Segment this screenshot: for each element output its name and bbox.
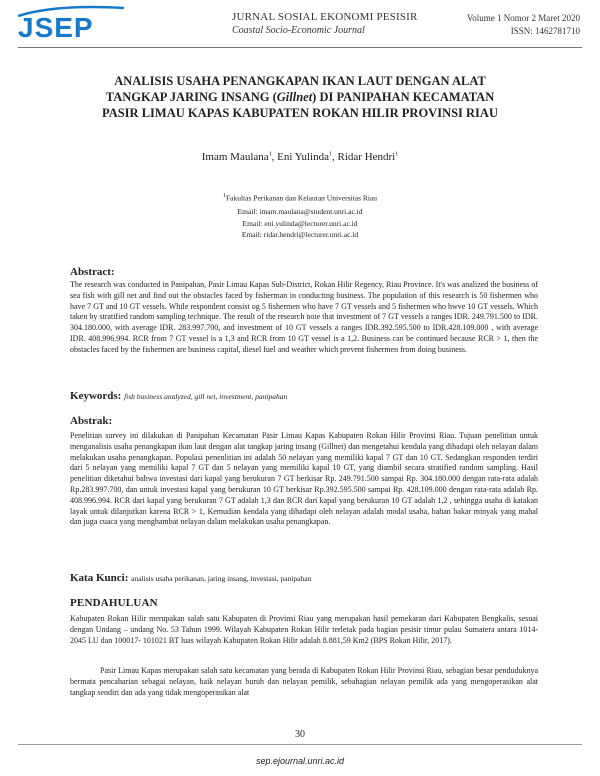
affiliation-block [0, 191, 600, 241]
intro-paragraph-2: Pasir Limau Kapas merupakan salah satu kecamatan yang berada di Kabupaten Rokan Hilir Provinsi Riau, sebagian besar penduduknya bermata pencaharian sebagai nelayan, baik nelayan buruh dan nelayan pemilik, sebahagian nelayan pemilik ada yang mengoperasikan alat tangkap sendiri dan ada yang tidak mengoperasikan alat [70, 666, 538, 698]
title-line-3: PASIR LIMAU KAPAS KABUPATEN ROKAN HILIR PROVINSI RIAU [102, 106, 498, 120]
keywords-label: Keywords: [70, 390, 122, 402]
title-line-2 [30, 89, 570, 105]
journal-logo: JSEP [18, 12, 94, 43]
kata-kunci [70, 572, 311, 584]
affiliation-text: Fakultas Perikanan dan Kelautan Universitas Riau [225, 193, 377, 203]
affiliation [0, 191, 600, 204]
title-gillnet: Gillnet [276, 90, 313, 104]
keywords-value: fish business analyzed, gill net, investment, panipahan [124, 392, 288, 401]
article-title [30, 73, 570, 121]
abstract-text: The research was conducted in Panipahan, Pasir Limau Kapas Sub-District, Rokan Hilir Regency, Riau Province. It's was analized the business of sea fish with gill net and find out the obstacles faced by fisherman in conducting business. The population of this research is 50 fishermen who have 7 GT and 10 GT vessels. While respondent consist og 5 fishermen who have 7 GT vessels and 5 fishermen who hwve 10 GT vessels. Which taken by stratified random sampling technique. The result of the research note that investment of 7 GT vessels a ranges IDR. 249.791.500 to IDR. 304.180.000, with average IDR. 283.997.700, and investment of 10 GT vessels a ranges IDR.392.595.500 to IDR.428.109.000 , with average IDR. 408.996.994. RCR from 7 GT vessel is a 1,3 and RCR from 10 GT vessel is a 1,2. Business can be continued because RCR > 1, then the obstacles faced by the fishermen are business capital, diesel fuel and weather which prevent fishermen from doing business. [70, 280, 538, 354]
intro-paragraph-1: Kabupaten Rokan Hilir merupakan salah satu Kabupaten di Provinsi Riau yang merupakan hasil pemekaran dari Kabupaten Bengkalis, sesuai dengan Undang – undang No. 53 Tahun 1999. Wilayah Kabupaten Rokan Hilir terletak pada bagian pesisir timur pulau Sumatera antara 1014-2045 LU dan 100017- 101021 BT luas wilayah Kabupaten Rokan Hilir adalah 8.881,59 Km2 (BPS Rokan Hilir, 2017). [70, 614, 538, 646]
page-number: 30 [295, 729, 305, 740]
footer-url[interactable]: sep.ejournal.unri.ac.id [255, 756, 345, 766]
title-line-1: ANALISIS USAHA PENANGKAPAN IKAN LAUT DENGAN ALAT [114, 74, 486, 88]
header-divider [18, 47, 582, 48]
abstrak-heading: Abstrak: [70, 415, 113, 427]
abstract-heading: Abstract: [70, 266, 115, 278]
journal-subtitle: Coastal Socio-Economic Journal [232, 25, 365, 36]
journal-header [0, 0, 600, 48]
email-2: Email: eni.yulinda@lecturer.unri.ac.id [242, 218, 358, 228]
title-line-2b: ) DI PANIPAHAN KECAMATAN [312, 90, 495, 104]
keywords [70, 390, 287, 402]
affiliation-sup: 1 [222, 193, 226, 199]
issn: ISSN: 1462781710 [510, 26, 580, 36]
authors: Imam Maulana$^1$, Eni Yulinda$^1$, Ridar Hendri$^1$ [201, 151, 399, 163]
kata-kunci-label: Kata Kunci: [70, 572, 129, 584]
email-3: Email: ridar.hendri@lecturer.unri.ac.id [241, 230, 359, 239]
author-1: Imam Maulana [201, 151, 269, 163]
section-heading-pendahuluan: PENDAHULUAN [70, 597, 158, 609]
author-2: Eni Yulinda [277, 151, 329, 163]
volume-info: Volume 1 Nomor 2 Maret 2020 [466, 13, 580, 23]
title-line-2a: TANGKAP JARING INSANG ( [105, 90, 277, 104]
author-2-sup: 1 [329, 151, 332, 158]
kata-kunci-value: analisis usaha perikanan, jaring insang, investasi, panipahan [131, 574, 312, 583]
author-3-sup: 1 [395, 151, 399, 158]
journal-title: JURNAL SOSIAL EKONOMI PESISIR [232, 11, 418, 23]
abstrak-text: Penelitian survey ini dilakukan di Panipahan Kecamatan Pasir Limau Kapas Kabupaten Rokan Hilir Provinsi Riau. Tujuan penelitian untuk menganalisis usaha penangkapan ikan laut dengan alat tangkap jaring insang (Gillnet) dan mengetahui kendala yang dihadapi oleh nelayan dalam melakukan usaha penangkapan. Populasi penenlitian ini adalah 50 nelayan yang memiliki kapal 7 GT dan 10 GT. Sedangkan responden terdiri dari 5 nelayan yang memiliki kapal 7 GT dan 5 nelayan yang memiliki kapal 10 GT, yang diambil secara stratified random sampling. Hasil penelitian diketahui bahwa investasi dari kapal yang berukuran 7 GT berkisar Rp. 249.791.500 sampai Rp. 304.180.000 dengan rata-rata adalah Rp.283.997.700, dan untuk investasi kapal yang berukuran 10 GT berkisar Rp.392.595.500 sampai Rp. 428.109.000 dengan rata-rata adalah Rp. 408.996.994. RCR dari kapal yang berukuran 7 GT adalah 1,3 dan RCR dari kapal yang berukuran 10 GT adalah 1,2 , sehingga usaha di katakan layak untuk dilanjutkan karena RCR > 1, Kemudian kendala yang dihadapi oleh nelayan adalah modal usaha, bahan bakar minyak yang mahal dan juga cuaca yang menghambat nelayan dalam melakukan usaha penangkapan. [70, 431, 538, 527]
author-3: Ridar Hendri [337, 151, 396, 163]
email-1: Email: imam.maulana@student.unri.ac.id [237, 207, 363, 216]
footer-divider [18, 744, 582, 745]
author-1-sup: 1 [268, 151, 272, 158]
